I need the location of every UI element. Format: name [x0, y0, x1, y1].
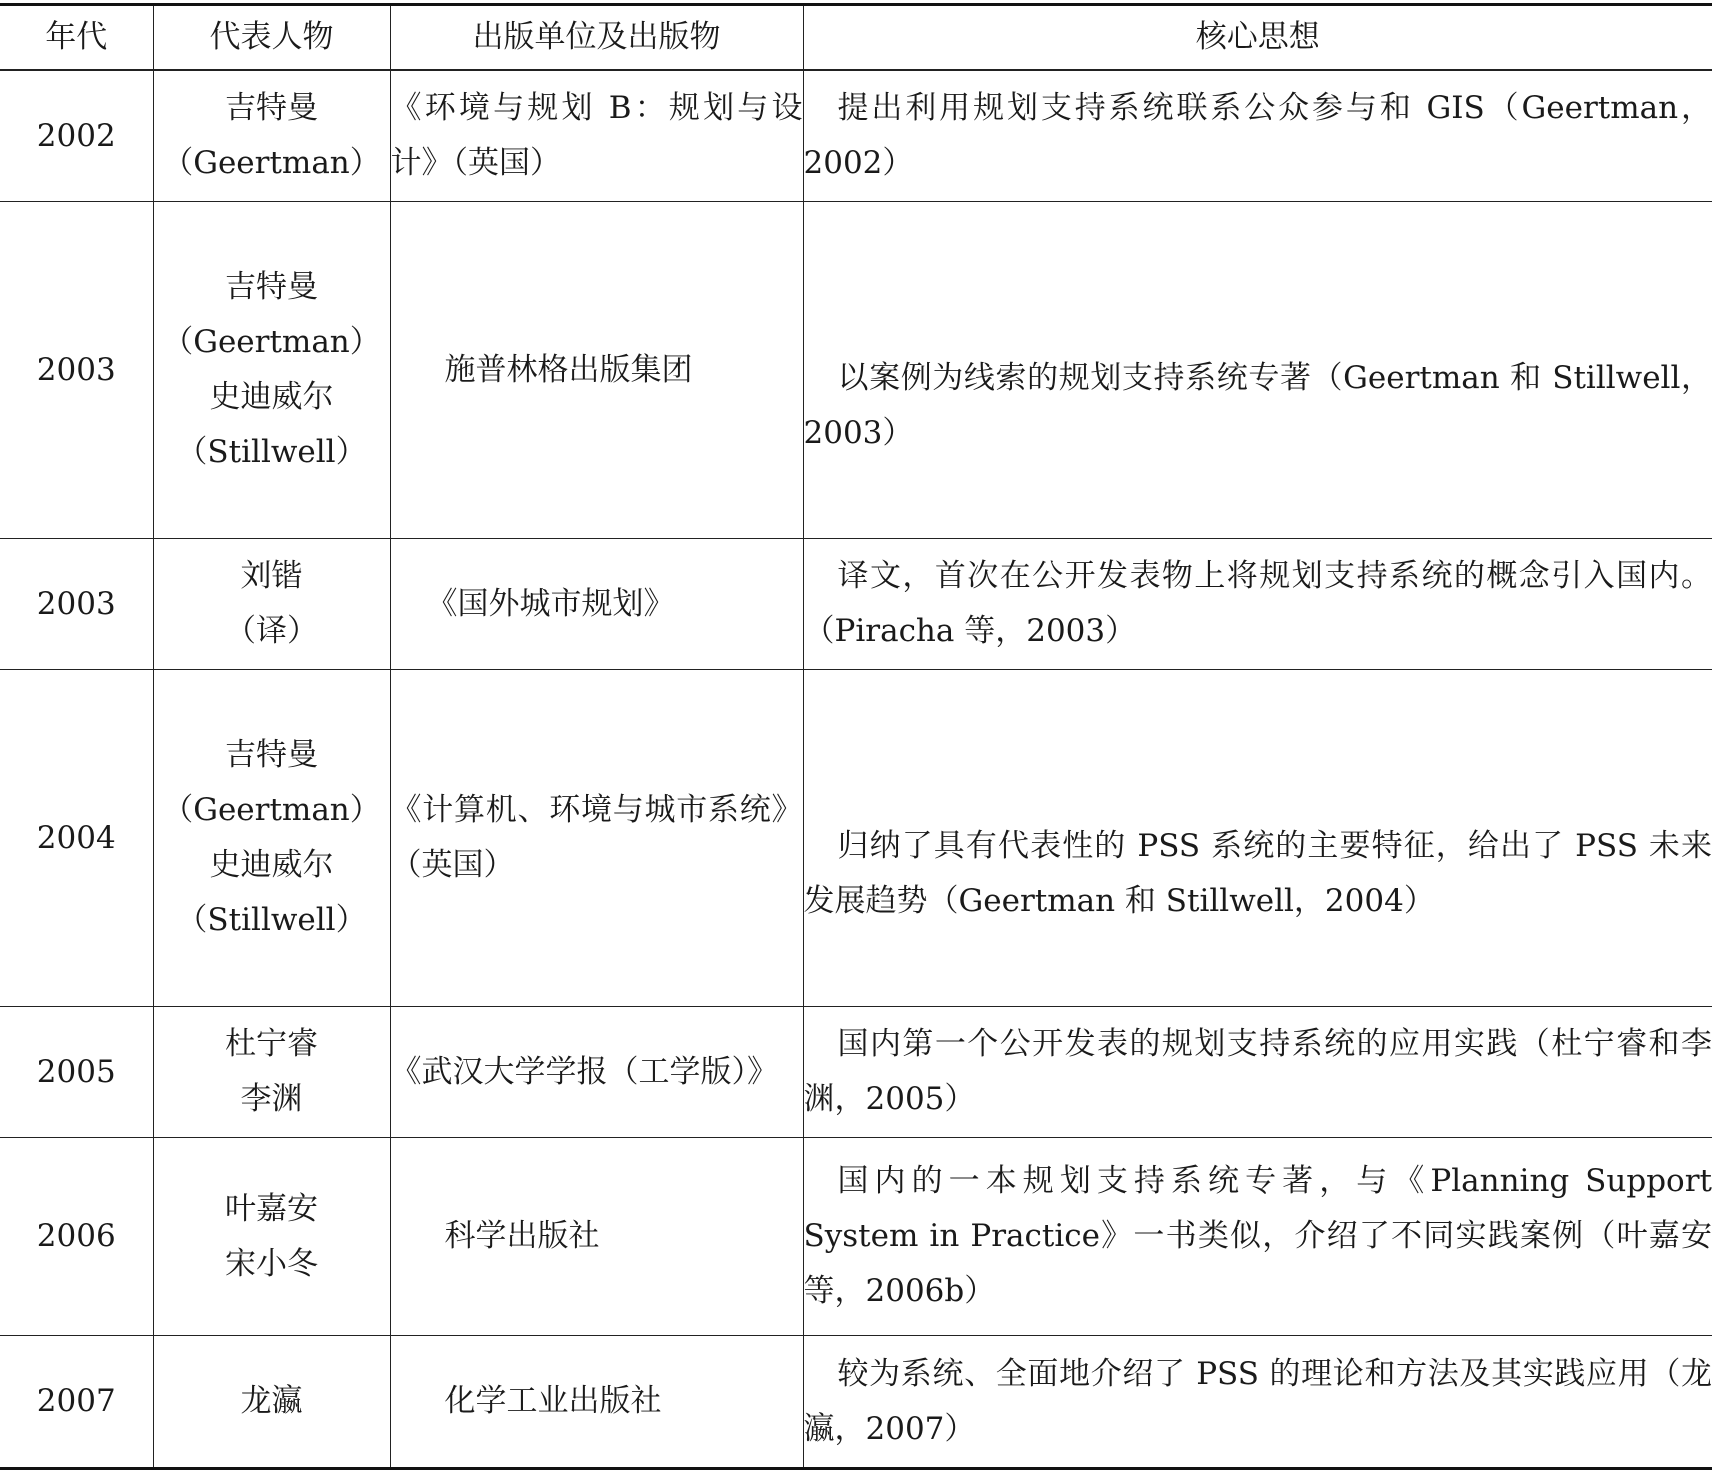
header-year: 年代	[0, 5, 153, 71]
publisher-cell: 《武汉大学学报（工学版）》	[390, 1007, 803, 1138]
idea-cell: 国内第一个公开发表的规划支持系统的应用实践（杜宁睿和李渊，2005）	[803, 1007, 1712, 1138]
year-cell: 2006	[0, 1138, 153, 1336]
table-row	[0, 1336, 1712, 1469]
people-cell	[153, 1138, 390, 1336]
publisher-cell: 施普林格出版集团	[390, 202, 803, 539]
publisher-cell: 《环境与规划 B：规划与设计》（英国）	[390, 70, 803, 202]
idea-cell: 译文，首次在公开发表物上将规划支持系统的概念引入国内。（Piracha 等，2003）	[803, 539, 1712, 670]
people-cell	[153, 70, 390, 202]
person-name: 叶嘉安	[225, 1190, 318, 1227]
idea-cell: 以案例为线索的规划支持系统专著（Geertman 和 Stillwell，2003）	[803, 202, 1712, 539]
person-name: 李渊	[240, 1081, 303, 1117]
person-name: 史迪威尔	[209, 379, 334, 415]
table-row	[0, 539, 1712, 670]
person-name: （译）	[225, 613, 318, 649]
person-name: 宋小冬	[225, 1245, 318, 1282]
header-idea: 核心思想	[803, 5, 1712, 71]
table-row	[0, 1007, 1712, 1138]
person-name: 吉特曼	[225, 737, 318, 773]
person-name: 杜宁睿	[225, 1026, 318, 1062]
table-row	[0, 670, 1712, 1007]
publisher-cell: 《国外城市规划》	[390, 539, 803, 670]
table-row	[0, 70, 1712, 202]
people-cell	[153, 670, 390, 1007]
person-name: 龙瀛	[240, 1383, 303, 1419]
publisher-cell: 《计算机、环境与城市系统》（英国）	[390, 670, 803, 1007]
header-publisher: 出版单位及出版物	[390, 5, 803, 71]
idea-cell: 提出利用规划支持系统联系公众参与和 GIS（Geertman，2002）	[803, 70, 1712, 202]
year-cell: 2002	[0, 70, 153, 202]
person-name: 吉特曼	[225, 90, 318, 126]
table-row	[0, 1138, 1712, 1336]
publisher-cell: 化学工业出版社	[390, 1336, 803, 1469]
people-cell	[153, 1007, 390, 1138]
people-cell	[153, 1336, 390, 1469]
year-cell: 2003	[0, 539, 153, 670]
person-name: 吉特曼	[225, 269, 318, 305]
person-name: 史迪威尔	[209, 847, 334, 883]
person-name: （Stillwell）	[176, 902, 367, 938]
people-cell	[153, 202, 390, 539]
person-name: （Geertman）	[162, 792, 381, 828]
table-row	[0, 202, 1712, 539]
year-cell: 2007	[0, 1336, 153, 1469]
person-name: （Geertman）	[162, 324, 381, 360]
header-people: 代表人物	[153, 5, 390, 71]
person-name: （Geertman）	[162, 145, 381, 181]
person-name: 刘锴	[240, 558, 303, 594]
year-cell: 2005	[0, 1007, 153, 1138]
people-cell	[153, 539, 390, 670]
pss-literature-table	[0, 3, 1712, 1470]
idea-cell: 归纳了具有代表性的 PSS 系统的主要特征，给出了 PSS 未来发展趋势（Geertman 和 Stillwell，2004）	[803, 670, 1712, 1007]
idea-cell: 国内的一本规划支持系统专著，与《Planning Support System in Practice》一书类似，介绍了不同实践案例（叶嘉安等，2006b）	[803, 1138, 1712, 1336]
year-cell: 2003	[0, 202, 153, 539]
header-row	[0, 5, 1712, 71]
idea-cell: 较为系统、全面地介绍了 PSS 的理论和方法及其实践应用（龙瀛，2007）	[803, 1336, 1712, 1469]
year-cell: 2004	[0, 670, 153, 1007]
publisher-cell: 科学出版社	[390, 1138, 803, 1336]
person-name: （Stillwell）	[176, 434, 367, 470]
